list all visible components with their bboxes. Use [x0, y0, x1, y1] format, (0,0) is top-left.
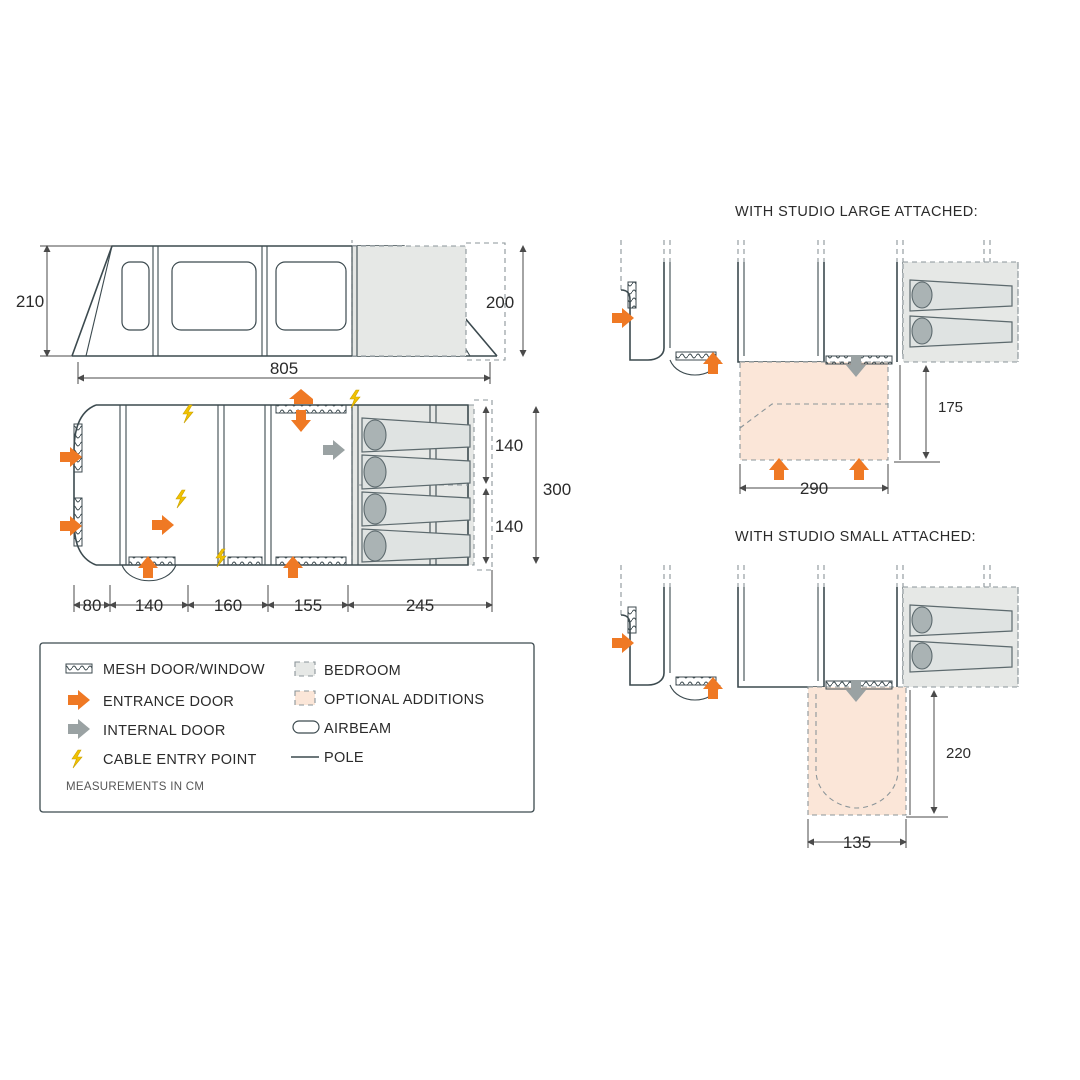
- plan-width-3-label: 160: [213, 596, 243, 615]
- legend-note: MEASUREMENTS IN CM: [66, 781, 205, 793]
- optional-additions-icon: [295, 691, 315, 705]
- legend-label-internal: INTERNAL DOOR: [103, 723, 226, 739]
- elevation-height-left-label: 210: [15, 292, 45, 311]
- plan-bedroom-lower-depth-label: 140: [494, 517, 524, 536]
- bedroom-icon: [295, 662, 315, 676]
- plan-total-depth-label: 300: [542, 480, 572, 499]
- studio-small-width-label: 135: [842, 833, 872, 852]
- plan-width-5-label: 245: [405, 596, 435, 615]
- airbeam-icon: [293, 721, 319, 733]
- plan-width-4-label: 155: [293, 596, 323, 615]
- legend-label-bedroom: BEDROOM: [324, 663, 402, 679]
- elevation-height-right-label: 200: [485, 293, 515, 312]
- studio-small-view: [612, 529, 1018, 852]
- legend-label-cable: CABLE ENTRY POINT: [103, 752, 257, 768]
- legend-label-optional: OPTIONAL ADDITIONS: [324, 692, 485, 708]
- plan-width-2-label: 140: [134, 596, 164, 615]
- elevation-view: [16, 240, 523, 384]
- cable-entry-point-icon: [176, 490, 186, 508]
- elevation-width-label: 805: [269, 359, 299, 378]
- entrance-door-icon: [849, 458, 869, 480]
- studio-large-depth-label: 175: [938, 399, 964, 416]
- legend-label-airbeam: AIRBEAM: [324, 721, 392, 737]
- studio-large-width-label: 290: [799, 479, 829, 498]
- internal-door-icon: [323, 440, 345, 460]
- plan-bedroom-upper-depth-label: 140: [494, 436, 524, 455]
- legend: [40, 643, 534, 812]
- studio-large-title: WITH STUDIO LARGE ATTACHED:: [735, 204, 979, 220]
- studio-small-title: WITH STUDIO SMALL ATTACHED:: [735, 529, 976, 545]
- studio-small-depth-label: 220: [946, 745, 972, 762]
- legend-label-entrance: ENTRANCE DOOR: [103, 694, 235, 710]
- studio-large-view: [612, 204, 1018, 498]
- legend-label-pole: POLE: [324, 750, 364, 766]
- entrance-door-icon: [769, 458, 789, 480]
- entrance-door-icon: [152, 515, 174, 535]
- floor-plan-view: [60, 389, 571, 615]
- cable-entry-point-icon: [183, 405, 193, 423]
- plan-width-1-label: 80: [82, 596, 102, 615]
- legend-label-mesh: MESH DOOR/WINDOW: [103, 662, 265, 678]
- mesh-door-window-icon: [66, 664, 92, 673]
